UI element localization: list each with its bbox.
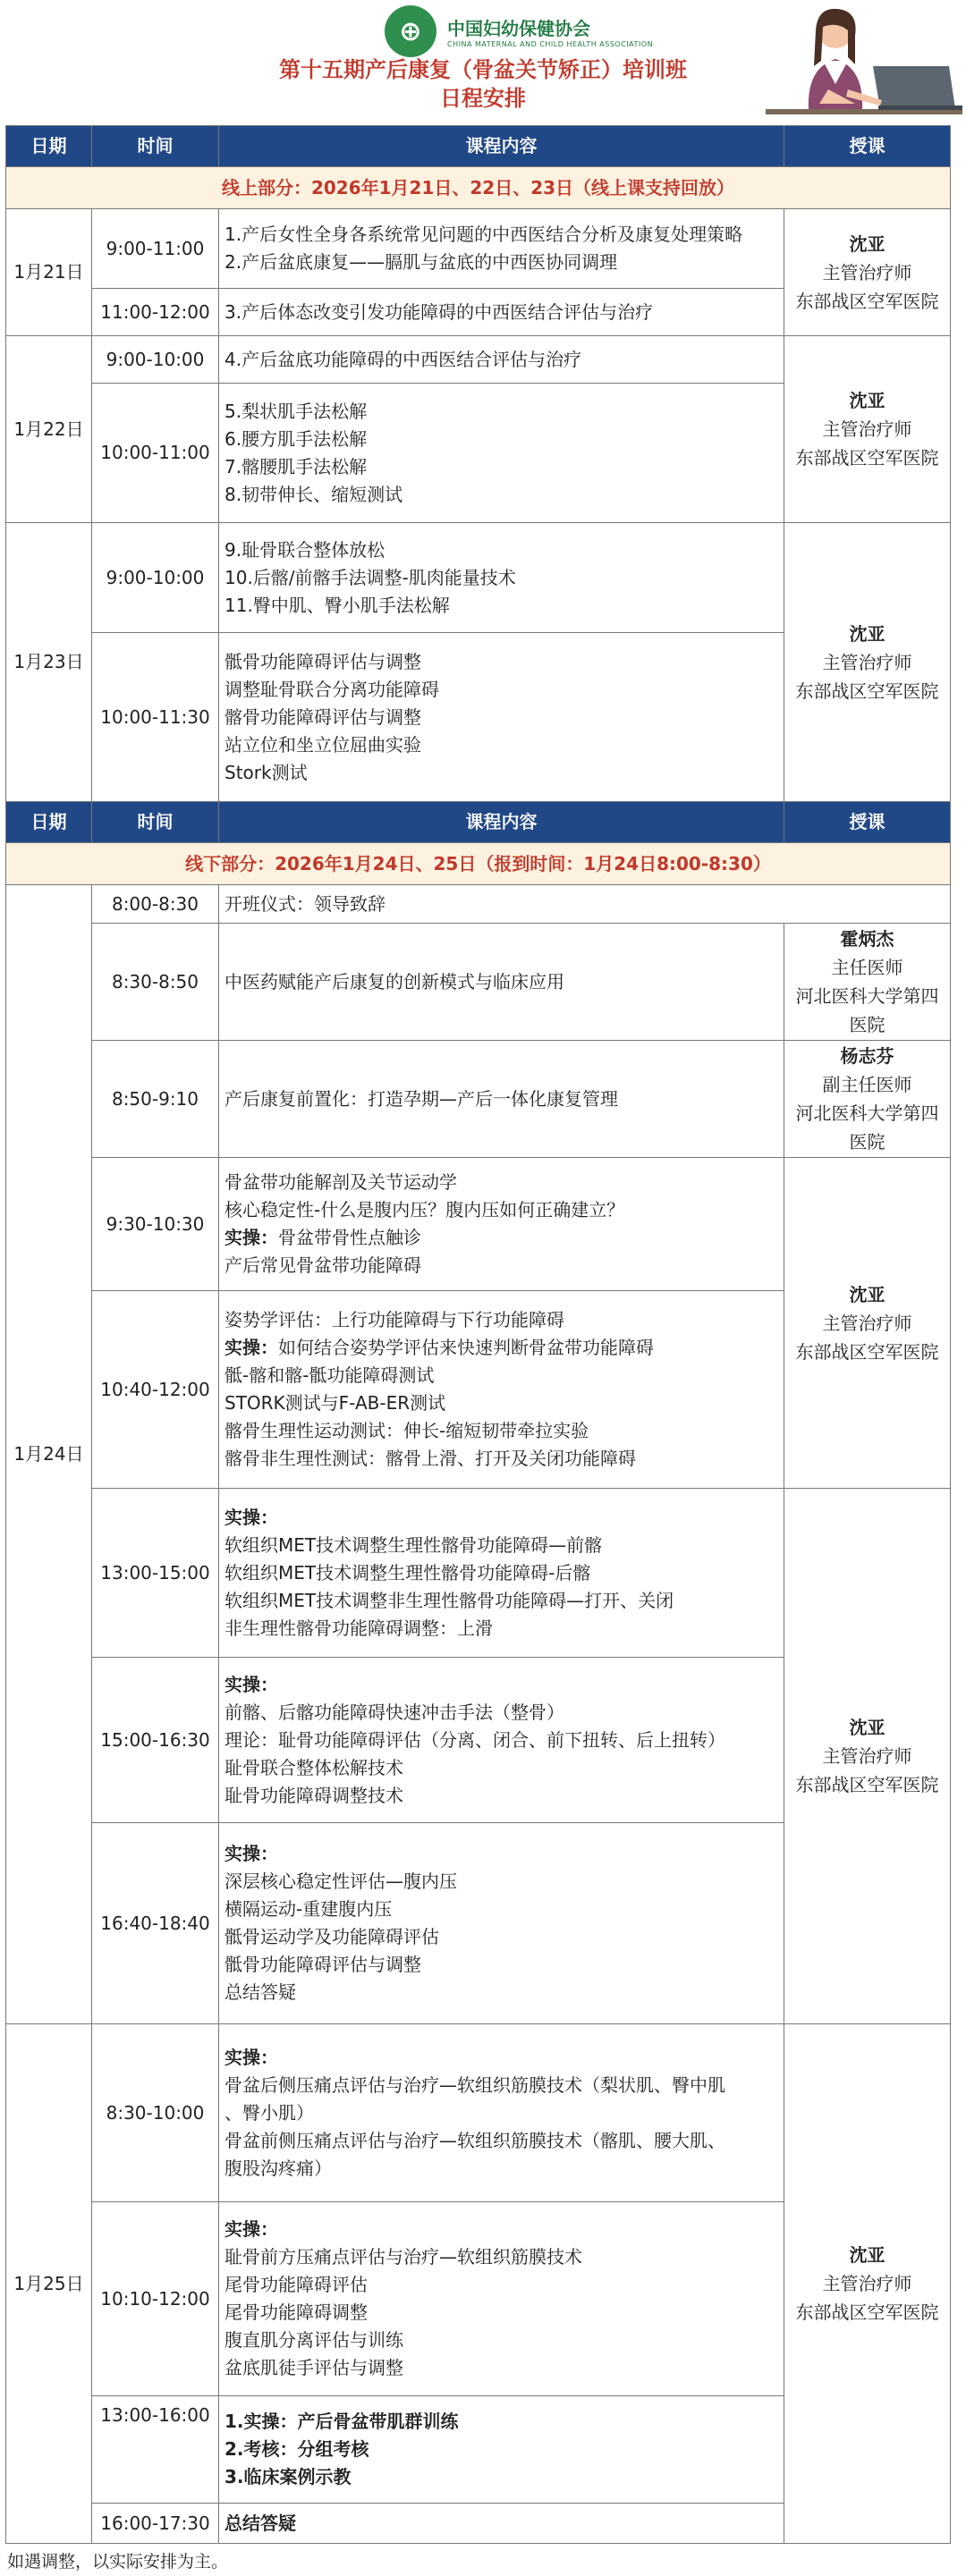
teacher-cell [784,1489,951,2024]
course-content [219,2024,784,2202]
teacher-affiliation: 河北医科大学第四 [795,985,939,1007]
time-cell: 10:40-12:00 [92,1291,219,1489]
course-line: 实操：如何结合姿势学评估来快速判断骨盆带功能障碍 [225,1337,654,1358]
teacher-title: 主管治疗师 [822,261,912,283]
time-cell: 10:00-11:00 [92,384,219,523]
course-content [219,633,784,802]
table-header-row [6,126,951,167]
teacher-cell [784,924,951,1041]
table-row [6,1158,951,1291]
table-row [6,209,951,289]
time-cell: 13:00-16:00 [92,2396,219,2504]
course-line: 腹直肌分离评估与训练 [225,2329,403,2351]
course-content [219,209,784,289]
time-cell: 9:00-10:00 [92,523,219,633]
course-line: 产后康复前置化：打造孕期—产后一体化康复管理 [225,1087,618,1110]
course-content [219,1658,784,1823]
association-emblem-icon: ⊕ [385,5,436,57]
column-header-date: 日期 [6,802,92,843]
course-line: 耻骨功能障碍调整技术 [225,1784,403,1806]
practice-label: 实操： [225,1337,278,1358]
org-name: 中国妇幼保健协会 [447,18,590,39]
time-cell: 8:30-8:50 [92,924,219,1041]
course-line: 2.产后盆底康复——膈肌与盆底的中西医协同调理 [225,251,618,273]
course-line: 软组织MET技术调整非生理性髂骨功能障碍—打开、关闭 [225,1589,674,1611]
teacher-affiliation: 东部战区空军医院 [795,1340,939,1363]
course-line: 深层核心稳定性评估—腹内压 [225,1871,457,1892]
section-row-offline [6,843,951,885]
table-row [6,336,951,384]
teacher-name: 沈亚 [849,1283,886,1305]
teacher-name: 霍炳杰 [840,928,894,950]
teacher-affiliation: 东部战区空军医院 [795,2302,939,2323]
teacher-affiliation: 东部战区空军医院 [795,447,939,469]
date-cell: 1月25日 [6,2024,92,2544]
teacher-cell [784,1041,951,1158]
course-line: 2.考核：分组考核 [225,2438,369,2460]
course-line: 骨盆前侧压痛点评估与治疗—软组织筋膜技术（髂肌、腰大肌、 [225,2129,725,2151]
teacher-name: 沈亚 [849,1717,886,1738]
course-line: 实操： [225,1843,278,1864]
course-content [219,885,951,924]
time-cell: 13:00-15:00 [92,1489,219,1658]
course-line: 骶骨运动学及功能障碍评估 [225,1926,439,1947]
course-line: 开班仪式：领导致辞 [225,892,386,915]
teacher-name: 杨志芬 [840,1045,894,1067]
course-content [219,1489,784,1658]
course-line: 3.产后体态改变引发功能障碍的中西医结合评估与治疗 [225,300,654,323]
teacher-cell [784,523,951,802]
time-cell: 8:50-9:10 [92,1041,219,1158]
course-line: 7.髂腰肌手法松解 [225,455,368,477]
column-header-time: 时间 [92,126,219,167]
course-line: 8.韧带伸长、缩短测试 [225,483,403,505]
course-content [219,2396,784,2504]
course-content [219,1158,784,1291]
course-line: 骶-髂和髂-骶功能障碍测试 [225,1364,435,1386]
teacher-affiliation: 医院 [849,1014,886,1035]
page-header [0,0,966,125]
teacher-affiliation: 东部战区空军医院 [795,290,939,312]
teacher-title: 主管治疗师 [822,1745,912,1767]
teacher-name: 沈亚 [849,232,886,255]
course-line: 10.后髂/前髂手法调整-肌肉能量技术 [225,566,516,588]
teacher-affiliation: 东部战区空军医院 [795,1774,939,1795]
course-line: 软组织MET技术调整生理性髂骨功能障碍-后髂 [225,1561,591,1584]
course-line: 4.产后盆底功能障碍的中西医结合评估与治疗 [225,348,582,370]
teacher-title: 主管治疗师 [822,651,912,673]
offline-section-label: 线下部分：2026年1月24日、25日（报到时间：1月24日8:00-8:30） [6,843,951,885]
time-cell: 9:30-10:30 [92,1158,219,1291]
practice-label: 实操： [225,1227,278,1248]
course-content [219,924,784,1041]
association-logo [385,5,653,57]
course-content [219,336,784,384]
time-cell: 10:10-12:00 [92,2202,219,2396]
teacher-affiliation: 医院 [849,1131,886,1153]
org-name-en: CHINA MATERNAL AND CHILD HEALTH ASSOCIATION [447,40,654,48]
online-section-label: 线上部分：2026年1月21日、22日、23日（线上课支持回放） [6,167,951,209]
time-cell: 16:00-17:30 [92,2504,219,2544]
course-line: STORK测试与F-AB-ER测试 [225,1392,446,1414]
column-header-date: 日期 [6,126,92,167]
footer-note: 如遇调整，以实际安排为主。 [7,2552,229,2572]
column-header-teacher: 授课 [784,126,951,167]
course-line: 中医药赋能产后康复的创新模式与临床应用 [225,970,564,992]
course-line: 实操： [225,2218,278,2240]
course-content [219,2504,784,2544]
course-line: 实操： [225,1673,278,1695]
time-cell: 9:00-10:00 [92,336,219,384]
time-cell: 8:00-8:30 [92,885,219,924]
course-line: 骨盆带功能解剖及关节运动学 [225,1171,457,1193]
course-line: 核心稳定性-什么是腹内压？腹内压如何正确建立？ [225,1199,625,1220]
teacher-title: 主管治疗师 [822,2273,912,2294]
teacher-affiliation: 河北医科大学第四 [795,1102,939,1124]
column-header-content: 课程内容 [219,802,784,843]
course-content [219,384,784,523]
teacher-cell [784,336,951,523]
course-line: 站立位和坐立位屈曲实验 [225,733,421,756]
date-cell: 1月22日 [6,336,92,523]
teacher-name: 沈亚 [849,622,886,645]
time-cell: 11:00-12:00 [92,289,219,336]
course-line: 实操： [225,1506,278,1528]
course-line: 总结答疑 [225,1981,296,2003]
column-header-teacher: 授课 [784,802,951,843]
table-header-row [6,802,951,843]
course-line: 11.臀中肌、臀小肌手法松解 [225,594,450,616]
course-line: 髂骨非生理性测试：髂骨上滑、打开及关闭功能障碍 [225,1448,636,1469]
course-content [219,1291,784,1489]
course-line: 髂骨生理性运动测试：伸长-缩短韧带牵拉实验 [225,1420,589,1441]
course-line: 横隔运动-重建腹内压 [225,1898,393,1920]
course-line: 髂骨功能障碍评估与调整 [225,705,421,728]
course-line: 实操：骨盆带骨性点触诊 [225,1227,421,1248]
course-line: 非生理性髂骨功能障碍调整：上滑 [225,1617,493,1639]
course-line: 实操： [225,2046,278,2068]
date-cell: 1月23日 [6,523,92,802]
column-header-content: 课程内容 [219,126,784,167]
column-header-time: 时间 [92,802,219,843]
course-content [219,1823,784,2024]
course-content [219,289,784,336]
teacher-cell [784,2024,951,2544]
table-row [6,1489,951,1658]
course-content [219,2202,784,2396]
teacher-name: 沈亚 [849,2244,886,2266]
course-content [219,1041,784,1158]
course-line: 调整耻骨联合分离功能障碍 [225,678,439,700]
teacher-title: 副主任医师 [822,1074,912,1095]
course-line: 骨盆后侧压痛点评估与治疗—软组织筋膜技术（梨状肌、臀中肌 [225,2073,725,2096]
table-row [6,523,951,633]
course-line: 腹股沟疼痛） [225,2157,332,2179]
course-line: 3.临床案例示教 [225,2466,352,2487]
teacher-title: 主管治疗师 [822,418,912,440]
course-line: 前髂、后髂功能障碍快速冲击手法（整骨） [225,1701,564,1723]
course-line: 5.梨状肌手法松解 [225,400,368,422]
date-cell: 1月24日 [6,885,92,2024]
course-line: 尾骨功能障碍调整 [225,2302,368,2323]
table-row [6,924,951,1041]
teacher-title: 主任医师 [831,957,903,978]
course-line: 理论：耻骨功能障碍评估（分离、闭合、前下扭转、后上扭转） [225,1728,725,1751]
teacher-title: 主管治疗师 [822,1312,912,1334]
course-line: 总结答疑 [225,2512,296,2534]
course-line: 、臀小肌） [225,2101,314,2124]
course-line: 1.实操：产后骨盆带肌群训练 [225,2411,459,2432]
teacher-affiliation: 东部战区空军医院 [795,680,939,702]
course-line: Stork测试 [225,761,308,783]
course-line: 软组织MET技术调整生理性髂骨功能障碍—前髂 [225,1533,603,1556]
course-line: 9.耻骨联合整体放松 [225,538,386,561]
teacher-name: 沈亚 [849,390,886,411]
time-cell: 15:00-16:30 [92,1658,219,1823]
course-line: 姿势学评估：上行功能障碍与下行功能障碍 [225,1309,564,1330]
course-line: 1.产后女性全身各系统常见问题的中西医结合分析及康复处理策略 [225,224,743,245]
date-cell: 1月21日 [6,209,92,336]
course-line: 骶骨功能障碍评估与调整 [225,650,421,672]
time-cell: 10:00-11:30 [92,633,219,802]
time-cell: 8:30-10:00 [92,2024,219,2202]
course-line: 产后常见骨盆带功能障碍 [225,1254,421,1276]
teacher-cell [784,209,951,336]
section-row-online [6,167,951,209]
teacher-cell [784,1158,951,1489]
course-line: 6.腰方肌手法松解 [225,427,368,450]
course-line: 骶骨功能障碍评估与调整 [225,1954,421,1975]
time-cell: 9:00-11:00 [92,209,219,289]
table-row [6,2024,951,2202]
page-title: 第十五期产后康复（骨盆关节矫正）培训班 [279,57,687,82]
course-line: 耻骨前方压痛点评估与治疗—软组织筋膜技术 [225,2246,582,2268]
woman-at-laptop-illustration-icon [766,4,962,125]
schedule-table [5,125,951,2544]
table-row [6,885,951,924]
course-content [219,523,784,633]
table-row [6,1041,951,1158]
course-line: 尾骨功能障碍评估 [225,2274,368,2295]
page-subtitle: 日程安排 [440,86,526,111]
course-line: 盆底肌徒手评估与调整 [225,2357,403,2378]
time-cell: 16:40-18:40 [92,1823,219,2024]
course-line: 耻骨联合整体松解技术 [225,1756,403,1778]
